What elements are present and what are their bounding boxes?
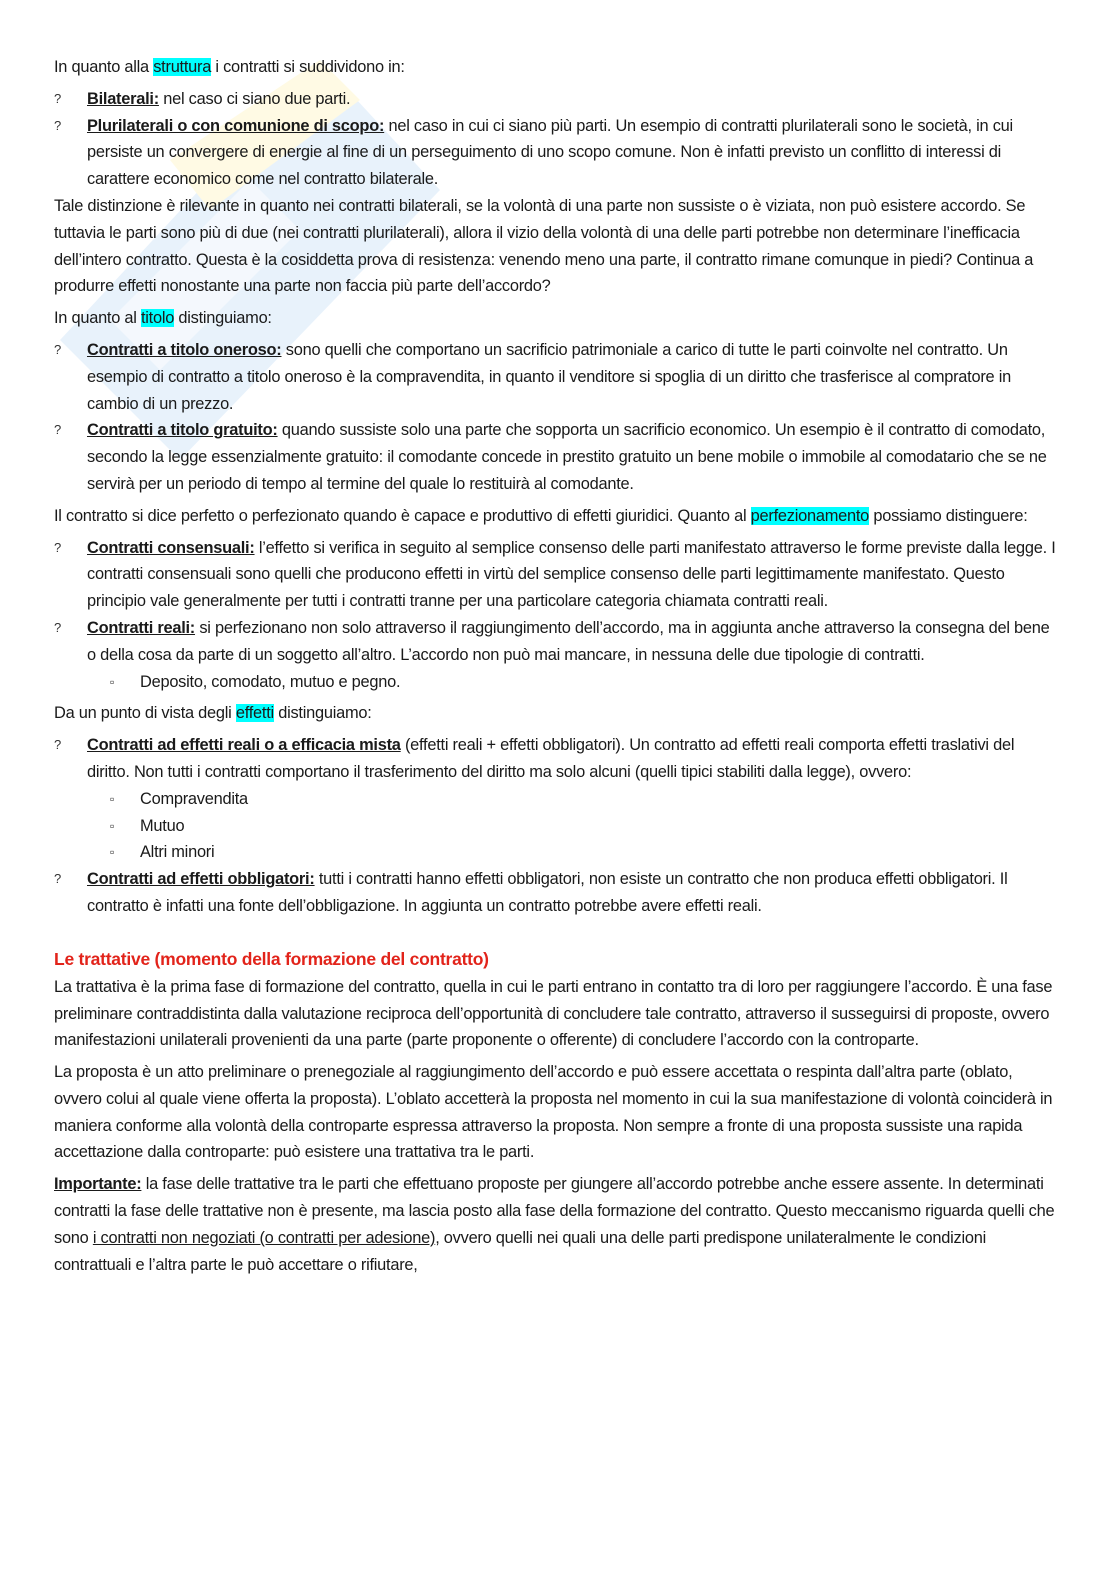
paragraph: [54, 1059, 1058, 1166]
bullet-item: [54, 615, 1058, 669]
bullet-item: [54, 113, 1058, 193]
sub-bullet-item: [54, 839, 1058, 866]
term-label: Contratti a titolo oneroso:: [87, 340, 282, 359]
text-run: distinguiamo:: [174, 309, 272, 328]
text-run: La trattativa è la prima fase di formazione del contratto, quella in cui le parti entrano in contatto tra di loro per raggiungere l’accordo. È una fase preliminare contraddistinta dalla valutazione reciproca dell’opportunità di concludere tale contratto, attraverso il susseguirsi di proposte, ovvero manifestazioni unilaterali provenienti da una parte (parte proponente o offerente) di concludere l’accordo con la controparte.: [54, 977, 1053, 1050]
bullet-icon: ?: [54, 90, 61, 106]
sub-bullet-item: [54, 813, 1058, 840]
text-run: Il contratto si dice perfetto o perfezionato quando è capace e produttivo di effetti giuridici. Quanto al: [54, 506, 751, 525]
bullet-item: [54, 732, 1058, 786]
term-label: Contratti ad effetti reali o a efficacia mista: [87, 736, 401, 755]
text-run: Compravendita: [140, 789, 248, 808]
paragraph: [54, 305, 1058, 332]
text-run: possiamo distinguere:: [869, 506, 1028, 525]
bullet-item: [54, 417, 1058, 497]
term-label: Plurilaterali o con comunione di scopo:: [87, 116, 385, 135]
section-heading: [54, 946, 1058, 972]
text-run: Deposito, comodato, mutuo e pegno.: [140, 672, 401, 691]
term-label: Contratti ad effetti obbligatori:: [87, 870, 315, 889]
highlighted-keyword: effetti: [235, 704, 274, 723]
term-label: Contratti a titolo gratuito:: [87, 421, 278, 440]
text-run: i contratti si suddividono in:: [211, 58, 405, 76]
text-run: nel caso in cui ci siano più parti. Un esempio di contratti plurilaterali sono le società, in cui persiste un convergere di energie al fine di un perseguimento di uno scopo comune. Non è infatti previsto un conflitto di interessi di carattere economico come nel contratto bilaterale.: [87, 116, 1013, 189]
term-label: Contratti reali:: [87, 618, 196, 637]
bullet-item: [54, 337, 1058, 417]
highlighted-keyword: perfezionamento: [750, 506, 870, 525]
bullet-icon: ?: [54, 422, 61, 438]
bullet-icon: ?: [54, 871, 61, 887]
text-run: In quanto al: [54, 309, 141, 328]
paragraph: [54, 54, 1058, 81]
text-run: sono quelli che comportano un sacrificio patrimoniale a carico di tutte le parti coinvolte nel contratto. Un esempio di contratto a titolo oneroso è la compravendita, in quanto il venditore si spoglia di un diritto che trasferisce al compratore in cambio di un prezzo.: [87, 340, 1011, 413]
paragraph: [54, 700, 1058, 727]
sub-bullet-icon: ▫: [110, 845, 115, 860]
text-run: tutti i contratti hanno effetti obbligatori, non esiste un contratto che non produca effetti obbligatori. Il contratto è infatti una fonte dell’obbligazione. In aggiunta un contratto potrebbe avere effetti reali.: [87, 870, 1008, 915]
bullet-icon: ?: [54, 619, 61, 635]
text-run: si perfezionano non solo attraverso il raggiungimento dell’accordo, ma in aggiunta anche attraverso la consegna del bene o della cosa da parte di un soggetto all’altro. L’accordo non può mai mancare, in nessuna delle due tipologie di contratti.: [87, 618, 1050, 664]
text-run: la fase delle trattative tra le parti che effettuano proposte per giungere all’accordo potrebbe anche essere assente. In determinati contratti la fase delle trattative non è presente, ma lascia posto alla fase della formazione del contratto. Questo meccanismo riguarda quelli che sono: [54, 1175, 1055, 1247]
bullet-item: [54, 866, 1058, 920]
text-run: Altri minori: [140, 843, 215, 862]
sub-bullet-icon: ▫: [110, 818, 115, 833]
bullet-icon: ?: [54, 341, 61, 357]
document-page: [54, 54, 1058, 1283]
bullet-item: [54, 535, 1058, 615]
text-run: (effetti reali + effetti obbligatori). Un contratto ad effetti reali comporta effetti traslativi del diritto. Non tutti i contratti comportano il trasferimento del diritto ma solo alcuni (quelli tipici stabiliti dalla legge), ovvero:: [87, 736, 1015, 781]
bullet-icon: ?: [54, 539, 61, 555]
underlined-text: i contratti non negoziati (o contratti per adesione): [92, 1228, 436, 1247]
sub-bullet-item: [54, 669, 1058, 696]
text-run: Tale distinzione è rilevante in quanto nei contratti bilaterali, se la volontà di una parte non sussiste o è viziata, non può esistere accordo. Se tuttavia le parti sono più di due (nei contratti plurilaterali), allora il vizio della volontà di una delle parti potrebbe non determinare l’inefficacia dell’intero contratto. Questa è la cosiddetta prova di resistenza: venendo meno una parte, il contratto rimane comunque in piedi? Continua a produrre effetti nonostante una parte non faccia più parte dell’accordo?: [54, 196, 1034, 296]
text-run: l’effetto si verifica in seguito al semplice consenso delle parti manifestato attraverso le forme previste dalla legge. I contratti consensuali sono quelli che producono effetti in virtù del semplice consenso delle parti legittimamente manifestato. Questo principio vale generalmente per tutti i contratti tranne per una particolare categoria chiamata contratti reali.: [87, 538, 1056, 611]
text-run: , ovvero quelli nei quali una delle parti predispone unilateralmente le condizioni contrattuali e l’altra parte le può accettare o rifiutare,: [54, 1228, 987, 1274]
sub-bullet-icon: ▫: [110, 791, 115, 806]
text-run: Da un punto di vista degli: [54, 704, 236, 723]
text-run: Mutuo: [140, 816, 185, 835]
text-run: Le trattative (momento della formazione del contratto): [54, 948, 489, 969]
paragraph: [54, 974, 1058, 1054]
text-run: In quanto alla: [54, 58, 154, 76]
paragraph: [54, 503, 1058, 530]
text-run: nel caso ci siano due parti.: [158, 89, 351, 108]
bullet-item: [54, 86, 1058, 113]
bullet-icon: ?: [54, 117, 61, 133]
term-label: Importante:: [54, 1175, 142, 1194]
term-label: Bilaterali:: [87, 89, 159, 108]
term-label: Contratti consensuali:: [87, 538, 255, 557]
bullet-icon: ?: [54, 737, 61, 753]
sub-bullet-icon: ▫: [110, 674, 115, 689]
text-run: La proposta è un atto preliminare o prenegoziale al raggiungimento dell’accordo e può essere accettata o respinta dall’altra parte (oblato, ovvero colui al quale viene offerta la proposta). L’oblato accetterà la proposta nel momento in cui la sua manifestazione di volontà coinciderà in maniera conforme alla volontà della controparte espressa attraverso la proposta. Non sempre a fronte di una proposta sussiste una rapida accettazione dalla controparte: può esistere una trattativa tra le parti.: [54, 1063, 1053, 1162]
text-run: quando sussiste solo una parte che sopporta un sacrificio economico. Un esempio è il contratto di comodato, secondo la legge essenzialmente gratuito: il comodante concede in prestito gratuito un bene mobile o immobile al comodatario che se ne servirà per un periodo di tempo al termine del quale lo restituirà al comodante.: [87, 421, 1047, 493]
paragraph: [54, 1171, 1058, 1278]
text-run: distinguiamo:: [273, 704, 372, 723]
paragraph: [54, 193, 1058, 300]
sub-bullet-item: [54, 786, 1058, 813]
highlighted-keyword: struttura: [153, 58, 212, 76]
highlighted-keyword: titolo: [140, 309, 175, 328]
